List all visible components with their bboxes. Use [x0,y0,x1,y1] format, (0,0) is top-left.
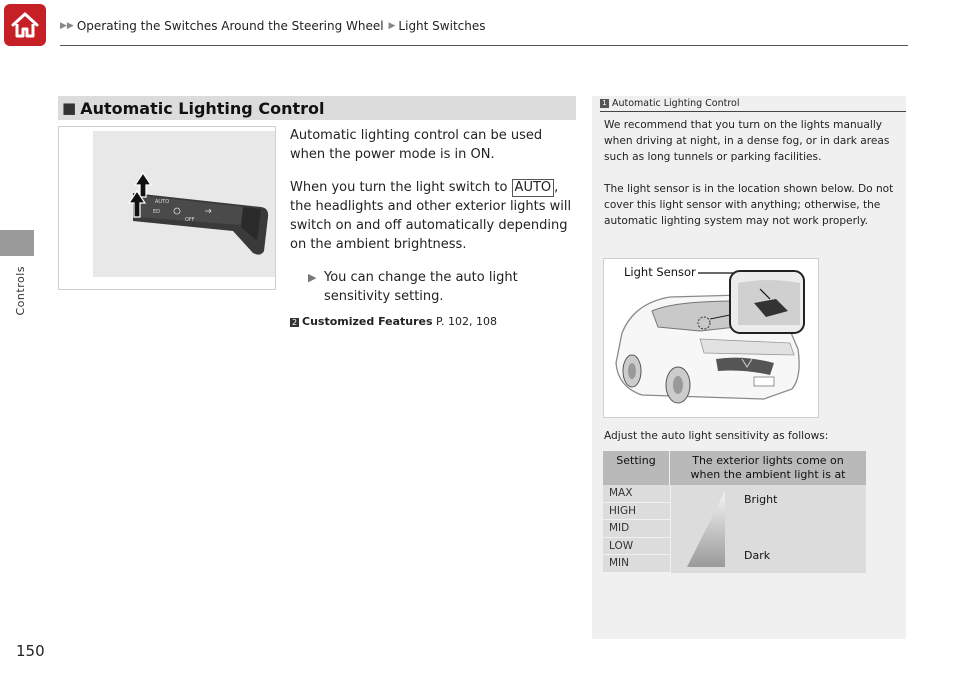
header-divider [60,45,908,46]
bright-label: Bright [744,493,778,506]
body-paragraph: Automatic lighting control can be used when the power mode is in ON. [290,128,543,162]
svg-text:AUTO: AUTO [155,199,170,205]
cross-reference-pages: P. 102, 108 [432,315,497,328]
note-paragraph: Adjust the auto light sensitivity as follows: [604,430,829,442]
table-header [603,451,866,485]
note-heading [600,98,740,109]
note-divider [600,111,906,112]
breadcrumb-link-switches[interactable]: Operating the Switches Around the Steering Wheel [76,19,384,33]
auto-key-label: AUTO [512,179,555,197]
section-heading [58,96,576,120]
table-row: MAX [603,485,670,503]
table-row: MIN [603,555,670,573]
chapter-label: Controls [14,266,27,316]
sensitivity-table [603,451,866,573]
breadcrumb-arrow-icon: ▶▶ [60,21,74,31]
svg-text:OFF: OFF [185,217,195,223]
light-switch-illustration [58,126,276,290]
turn-signal-lever-icon [93,131,275,277]
body-text: When you turn the light switch to [290,180,512,195]
cross-reference[interactable] [290,312,576,331]
sidebar-note [592,96,906,639]
dark-label: Dark [744,549,771,562]
breadcrumb [60,19,486,33]
main-body [290,126,576,331]
note-number-icon: 1 [600,99,609,108]
sensitivity-note-text: You can change the auto light sensitivity setting. [324,270,518,304]
table-body [603,485,866,573]
table-row: MID [603,520,670,538]
light-sensor-illustration [603,258,819,418]
table-row: HIGH [603,503,670,521]
light-sensor-label: Light Sensor [624,265,696,279]
home-button[interactable] [4,4,46,46]
page-number: 150 [16,642,45,660]
note-paragraph: We recommend that you turn on the lights manually when driving at night, in a dense fog, or in dark areas such as long tunnels or parking facilities. [604,119,890,163]
sensitivity-note [308,268,576,306]
reference-icon: 2 [291,318,298,327]
body-paragraph-auto [290,178,576,254]
note-title: Automatic Lighting Control [612,98,740,109]
table-row: LOW [603,538,670,556]
cross-reference-title[interactable]: Customized Features [302,315,433,328]
chapter-tab [0,230,34,256]
header-setting: Setting [603,451,670,485]
brightness-column [671,485,866,573]
header-ambient-light: The exterior lights come on when the ambient light is at [690,454,846,481]
note-paragraph: The light sensor is in the location shown below. Do not cover this light sensor with anything; otherwise, the automatic lighting system may not work properly. [604,183,894,227]
section-title: Automatic Lighting Control [80,98,325,118]
breadcrumb-link-light-switches[interactable]: Light Switches [398,19,486,33]
breadcrumb-arrow-icon: ▶ [385,21,396,31]
arrow-right-icon: ▶ [308,271,317,284]
settings-column [603,485,670,573]
car-illustration-icon [604,259,819,418]
brightness-gradient-icon [683,485,743,573]
home-icon [9,9,41,41]
svg-text:ED: ED [153,209,161,215]
body-text: , the headlights and other exterior lights will switch on and off automatically depending on the ambient brightness. [290,180,572,252]
square-bullet-icon: ■ [62,99,77,117]
illustration-background [93,131,275,277]
